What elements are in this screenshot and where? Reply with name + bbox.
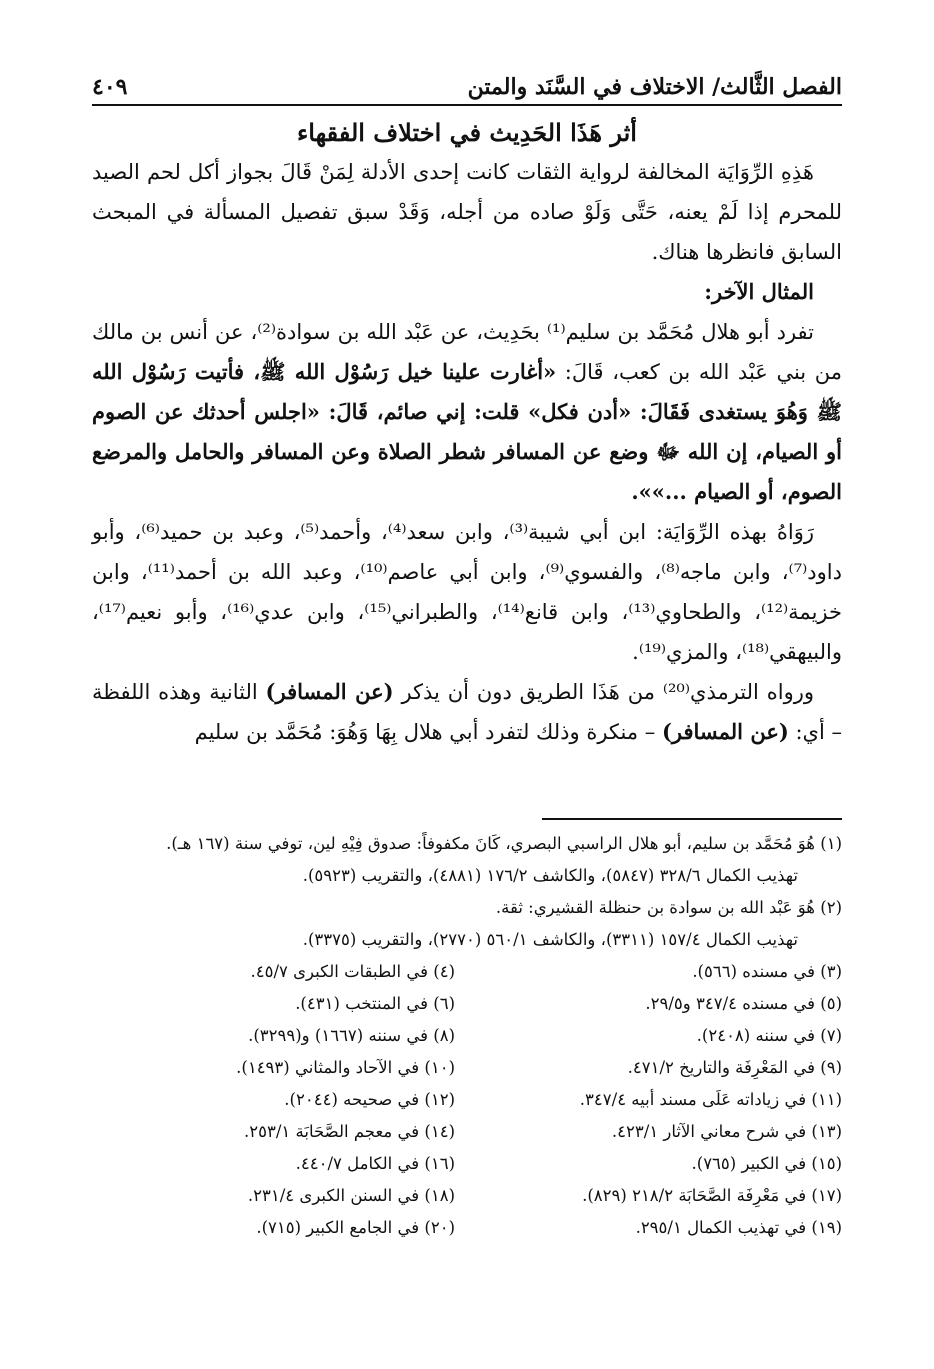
footnote-12: (١٢) في صحيحه (٢٠٤٤). <box>284 1090 455 1109</box>
footnotes <box>92 828 842 1244</box>
footnote-16: (١٦) في الكامل ٤٤٠/٧. <box>295 1154 455 1173</box>
footnote-19: (١٩) في تهذيب الكمال ٢٩٥/١. <box>635 1218 842 1237</box>
footnote-10: (١٠) في الآحاد والمثاني (١٤٩٣). <box>236 1058 455 1077</box>
page-number: ٤٠٩ <box>92 74 128 100</box>
phrase-an-almusafir-2: (عن المسافر) <box>661 719 789 744</box>
paragraph-2-text: تفرد أبو هلال مُحَمَّد بن سليم⁽¹⁾ بحَدِيث، عن عَبْد الله بن سوادة⁽²⁾، عن أنس بن مالك من بني عَبْد الله بن كعب، قَالَ: <box>92 320 843 384</box>
footnote-20: (٢٠) في الجامع الكبير (٧١٥). <box>256 1218 455 1237</box>
section-title: أثر هَذَا الحَدِيث في اختلاف الفقهاء <box>297 118 637 147</box>
running-title: الفصل الثَّالث/ الاختلاف في السَّنَد والمتن <box>467 74 842 100</box>
running-header <box>92 60 842 106</box>
footnote-divider <box>542 818 842 820</box>
paragraph-3: رَوَاهُ بهذه الرِّوَايَة: ابن أبي شيبة⁽³⁾، وابن سعد⁽⁴⁾، وأحمد⁽⁵⁾، وعبد بن حميد⁽⁶⁾، وأبو داود⁽⁷⁾، وابن ماجه⁽⁸⁾، والفسوي⁽⁹⁾، وابن أبي عاصم⁽¹⁰⁾، وعبد الله بن أحمد⁽¹¹⁾، وابن خزيمة⁽¹²⁾، والطحاوي⁽¹³⁾، وابن قانع⁽¹⁴⁾، والطبراني⁽¹⁵⁾، وابن عدي⁽¹⁶⁾، وأبو نعيم⁽¹⁷⁾، والبيهقي⁽¹⁸⁾، والمزي⁽¹⁹⁾. <box>92 520 842 664</box>
footnote-3: (٣) في مسنده (٥٦٦). <box>692 962 842 981</box>
footnote-18: (١٨) في السنن الكبرى ٢٣١/٤. <box>247 1186 455 1205</box>
footnote-11: (١١) في زياداته عَلَى مسند أبيه ٣٤٧/٤. <box>579 1090 842 1109</box>
hadith-quote: «أغارت علينا خيل رَسُوْل الله ﷺ، فأتيت رَسُوْل الله ﷺ وَهُوَ يستغدى فَقَالَ: «أدن فكل» قلت: إني صائم، قَالَ: «اجلس أحدثك عن الصوم أو الصيام، إن الله ﷻ وضع عن المسافر شطر الصلاة وعن المسافر والحامل والمرضع الصوم، أو الصيام ...»». <box>92 359 842 504</box>
footnote-1-reference: تهذيب الكمال ٣٢٨/٦ (٥٨٤٧)، والكاشف ١٧٦/٢ (٤٨٨١)، والتقريب (٥٩٢٣). <box>302 866 798 885</box>
footnote-grid <box>92 956 842 1244</box>
phrase-an-almusafir: (عن المسافر) <box>265 679 394 704</box>
footnote-9: (٩) في المَعْرِفَة والتاريخ ٤٧١/٢. <box>627 1058 842 1077</box>
footnote-8: (٨) في سننه (١٦٦٧) و(٣٢٩٩). <box>248 1026 455 1045</box>
paragraph-4-text-e: – منكرة وذلك لتفرد أبي هلال بِهَا وَهُوَ: مُحَمَّد بن سليم <box>194 720 662 744</box>
footnote-4: (٤) في الطبقات الكبرى ٤٥/٧. <box>250 962 455 981</box>
footnote-2: (٢) هُوَ عَبْد الله بن سوادة بن حنظلة القشيري: ثقة. <box>495 898 842 917</box>
paragraph-2 <box>92 312 842 512</box>
footnote-13: (١٣) في شرح معاني الآثار ٤٢٣/١. <box>611 1122 842 1141</box>
footnote-14: (١٤) في معجم الصَّحَابَة ٢٥٣/١. <box>244 1122 455 1141</box>
footnote-1: (١) هُوَ مُحَمَّد بن سليم، أبو هلال الراسبي البصري، كَانَ مكفوفاً: صدوق فِيْهِ لين، توفي سنة (١٦٧ هـ). <box>166 834 842 853</box>
paragraph-4-text-c: الثانية وهذه اللفظة – أي: <box>92 680 842 744</box>
paragraph-4-text-a: ورواه الترمذي⁽²⁰⁾ من هَذَا الطريق دون أن يذكر <box>393 680 814 704</box>
paragraph-4 <box>92 672 842 752</box>
footnote-17: (١٧) في مَعْرِفَة الصَّحَابَة ٢١٨/٢ (٨٢٩). <box>582 1186 842 1205</box>
main-text <box>92 152 842 752</box>
footnote-2-reference: تهذيب الكمال ١٥٧/٤ (٣٣١١)، والكاشف ٥٦٠/١ (٢٧٧٠)، والتقريب (٣٣٧٥). <box>302 930 798 949</box>
subheading: المثال الآخر: <box>704 279 814 304</box>
footnote-5: (٥) في مسنده ٣٤٧/٤ و٢٩/٥. <box>645 994 842 1013</box>
footnote-7: (٧) في سننه (٢٤٠٨). <box>696 1026 842 1045</box>
footnote-15: (١٥) في الكبير (٧٦٥). <box>691 1154 842 1173</box>
paragraph-1: هَذِهِ الرِّوَايَة المخالفة لرواية الثقات كانت إحدى الأدلة لِمَنْ قَالَ بجواز أكل لحم الصيد للمحرم إذا لَمْ يعنه، حَتَّى وَلَوْ صاده من أجله، وَقَدْ سبق تفصيل المسألة في المبحث السابق فانظرها هناك. <box>92 160 842 264</box>
footnote-6: (٦) في المنتخب (٤٣١). <box>295 994 455 1013</box>
